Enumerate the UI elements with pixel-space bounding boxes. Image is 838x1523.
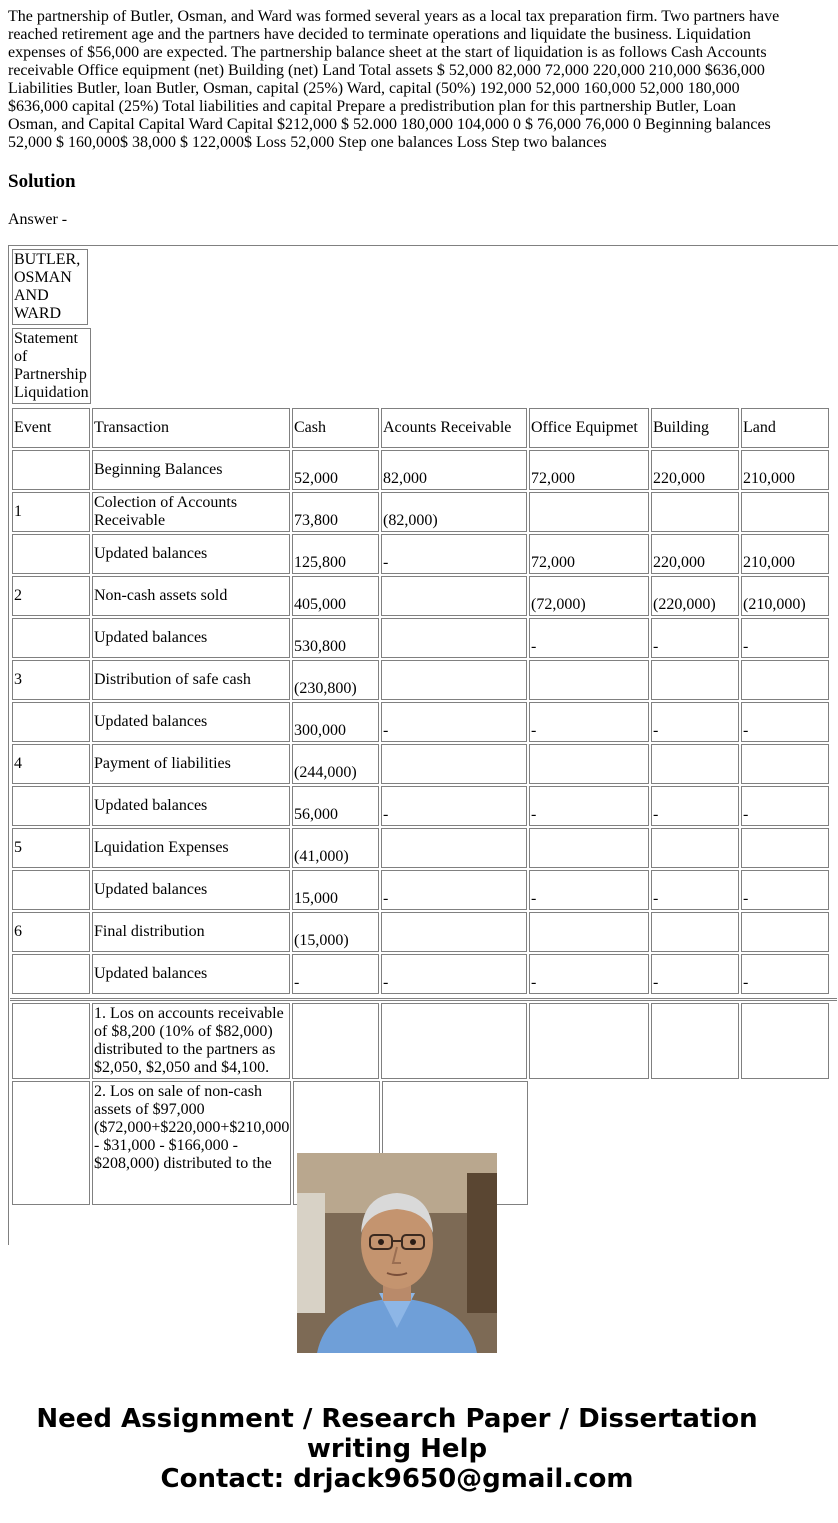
footer-line-1: Need Assignment / Research Paper / Dissertation — [36, 1404, 758, 1434]
cell-event — [12, 702, 90, 742]
cell-accounts-receivable: - — [381, 954, 527, 994]
cell-event: 3 — [12, 660, 90, 700]
note-row — [12, 1003, 829, 1079]
cell-transaction: Updated balances — [92, 534, 290, 574]
cell-building: - — [651, 870, 739, 910]
cell-accounts-receivable — [381, 660, 527, 700]
cell-transaction: Payment of liabilities — [92, 744, 290, 784]
cell-accounts-receivable: - — [381, 702, 527, 742]
cell-event — [12, 450, 90, 490]
note-cell — [292, 1003, 379, 1079]
portrait-image — [297, 1153, 497, 1353]
cell-cash: 52,000 — [292, 450, 379, 490]
cell-cash: 15,000 — [292, 870, 379, 910]
cell-event — [12, 870, 90, 910]
cell-cash: (41,000) — [292, 828, 379, 868]
table-row — [12, 828, 829, 868]
cell-transaction: Updated balances — [92, 954, 290, 994]
cell-building: 220,000 — [651, 534, 739, 574]
cell-event — [12, 618, 90, 658]
cell-land — [741, 744, 829, 784]
cell-accounts-receivable — [381, 576, 527, 616]
cell-accounts-receivable: (82,000) — [381, 492, 527, 532]
answer-label: Answer - — [8, 211, 68, 228]
cell-office-equipment: - — [529, 954, 649, 994]
cell-cash: 73,800 — [292, 492, 379, 532]
table-row — [12, 912, 829, 952]
table-row — [12, 492, 829, 532]
cell-office-equipment — [529, 828, 649, 868]
statement-subtitle-table — [10, 326, 93, 406]
cell-office-equipment: 72,000 — [529, 534, 649, 574]
cell-land: - — [741, 870, 829, 910]
table-row — [12, 660, 829, 700]
cell-cash: 56,000 — [292, 786, 379, 826]
table-row — [12, 576, 829, 616]
footer-contact: Contact: drjack9650@gmail.com — [160, 1464, 634, 1494]
cell-office-equipment: 72,000 — [529, 450, 649, 490]
cell-office-equipment — [529, 492, 649, 532]
cell-transaction: Updated balances — [92, 786, 290, 826]
cell-cash: 125,800 — [292, 534, 379, 574]
cell-building: - — [651, 702, 739, 742]
table-header-row — [12, 408, 829, 448]
cell-office-equipment: (72,000) — [529, 576, 649, 616]
table-row — [12, 450, 829, 490]
footer-banner — [0, 1404, 794, 1494]
note-cell — [529, 1003, 649, 1079]
cell-land: - — [741, 786, 829, 826]
cell-land — [741, 912, 829, 952]
cell-event: 4 — [12, 744, 90, 784]
header-cash: Cash — [292, 408, 379, 448]
header-land: Land — [741, 408, 829, 448]
cell-building — [651, 660, 739, 700]
header-event: Event — [12, 408, 90, 448]
cell-building — [651, 744, 739, 784]
cell-event: 5 — [12, 828, 90, 868]
table-row — [12, 618, 829, 658]
cell-accounts-receivable — [381, 744, 527, 784]
cell-accounts-receivable: - — [381, 870, 527, 910]
question-text: The partnership of Butler, Osman, and Ward was formed several years as a local tax preparation firm. Two partners have reached retirement age and the partners have decided to terminate operations and liquidate the business. Liquidation expenses of $56,000 are expected. The partnership balance sheet at the start of liquidation is as follows Cash Accounts receivable Office equipment (net) Building (net) Land Total assets $ 52,000 82,000 72,000 220,000 210,000 $636,000 Liabilities Butler, loan Butler, Osman, capital (25%) Ward, capital (50%) 192,000 52,000 160,000 52,000 180,000 $636,000 capital (25%) Total liabilities and capital Prepare a predistribution plan for this partnership Butler, Loan Osman, and Capital Capital Ward Capital $212,000 $ 52.000 180,000 104,000 0 $ 76,000 76,000 0 Beginning balances 52,000 $ 160,000$ 38,000 $ 122,000$ Loss 52,000 Step one balances Loss Step two balances — [8, 8, 780, 151]
cell-accounts-receivable: - — [381, 534, 527, 574]
cell-land: - — [741, 702, 829, 742]
cell-cash: 300,000 — [292, 702, 379, 742]
cell-building — [651, 828, 739, 868]
cell-office-equipment: - — [529, 786, 649, 826]
cell-building: - — [651, 786, 739, 826]
cell-cash: (230,800) — [292, 660, 379, 700]
table-row — [12, 786, 829, 826]
header-building: Building — [651, 408, 739, 448]
note-cell — [651, 1003, 739, 1079]
cell-land — [741, 660, 829, 700]
cell-land: (210,000) — [741, 576, 829, 616]
cell-office-equipment — [529, 660, 649, 700]
statement-title-table — [10, 247, 90, 327]
cell-cash: - — [292, 954, 379, 994]
cell-event — [12, 954, 90, 994]
cell-office-equipment: - — [529, 702, 649, 742]
cell-cash: 530,800 — [292, 618, 379, 658]
statement-title-company: BUTLER, OSMAN AND WARD — [12, 249, 88, 325]
cell-office-equipment: - — [529, 870, 649, 910]
cell-land: - — [741, 618, 829, 658]
header-accounts-receivable: Acounts Receivable — [381, 408, 527, 448]
table-row — [12, 954, 829, 994]
cell-transaction: Lquidation Expenses — [92, 828, 290, 868]
header-office-equipment: Office Equipmet — [529, 408, 649, 448]
table-row — [12, 702, 829, 742]
cell-transaction: Colection of Accounts Receivable — [92, 492, 290, 532]
cell-office-equipment — [529, 744, 649, 784]
cell-land — [741, 492, 829, 532]
note-event-cell — [12, 1081, 90, 1205]
cell-land: - — [741, 954, 829, 994]
note-event-cell — [12, 1003, 90, 1079]
cell-office-equipment — [529, 912, 649, 952]
cell-event: 1 — [12, 492, 90, 532]
cell-event — [12, 786, 90, 826]
cell-cash: (15,000) — [292, 912, 379, 952]
cell-accounts-receivable: 82,000 — [381, 450, 527, 490]
cell-building — [651, 492, 739, 532]
cell-land: 210,000 — [741, 450, 829, 490]
cell-land — [741, 828, 829, 868]
cell-transaction: Non-cash assets sold — [92, 576, 290, 616]
cell-land: 210,000 — [741, 534, 829, 574]
cell-accounts-receivable — [381, 828, 527, 868]
cell-cash: (244,000) — [292, 744, 379, 784]
cell-building: (220,000) — [651, 576, 739, 616]
cell-transaction: Beginning Balances — [92, 450, 290, 490]
table-row — [12, 534, 829, 574]
cell-transaction: Final distribution — [92, 912, 290, 952]
note-text: 1. Los on accounts receivable of $8,200 (10% of $82,000) distributed to the partners as $2,050, $2,050 and $4,100. — [92, 1003, 290, 1079]
note-cell — [381, 1003, 527, 1079]
cell-accounts-receivable — [381, 618, 527, 658]
cell-cash: 405,000 — [292, 576, 379, 616]
cell-accounts-receivable — [381, 912, 527, 952]
cell-accounts-receivable: - — [381, 786, 527, 826]
note-cell — [741, 1003, 829, 1079]
cell-transaction: Distribution of safe cash — [92, 660, 290, 700]
table-row — [12, 744, 829, 784]
note-text: 2. Los on sale of non-cash assets of $97,000 ($72,000+$220,000+$210,000 - $31,000 - $166,000 - $208,000) distributed to the — [92, 1081, 291, 1205]
liquidation-statement — [8, 245, 838, 1245]
statement-title-name: Statement of Partnership Liquidation — [12, 328, 91, 404]
cell-building: - — [651, 618, 739, 658]
author-photo — [297, 1153, 497, 1353]
cell-building: 220,000 — [651, 450, 739, 490]
cell-event: 2 — [12, 576, 90, 616]
cell-transaction: Updated balances — [92, 702, 290, 742]
footer-line-2: writing Help — [306, 1434, 488, 1464]
header-transaction: Transaction — [92, 408, 290, 448]
cell-transaction: Updated balances — [92, 870, 290, 910]
cell-building: - — [651, 954, 739, 994]
liquidation-statement-viewport — [8, 245, 806, 1172]
cell-event — [12, 534, 90, 574]
cell-building — [651, 912, 739, 952]
solution-heading: Solution — [8, 171, 76, 192]
notes-table — [10, 1001, 831, 1081]
liquidation-table — [10, 406, 831, 996]
table-row — [12, 870, 829, 910]
cell-transaction: Updated balances — [92, 618, 290, 658]
cell-office-equipment: - — [529, 618, 649, 658]
cell-event: 6 — [12, 912, 90, 952]
